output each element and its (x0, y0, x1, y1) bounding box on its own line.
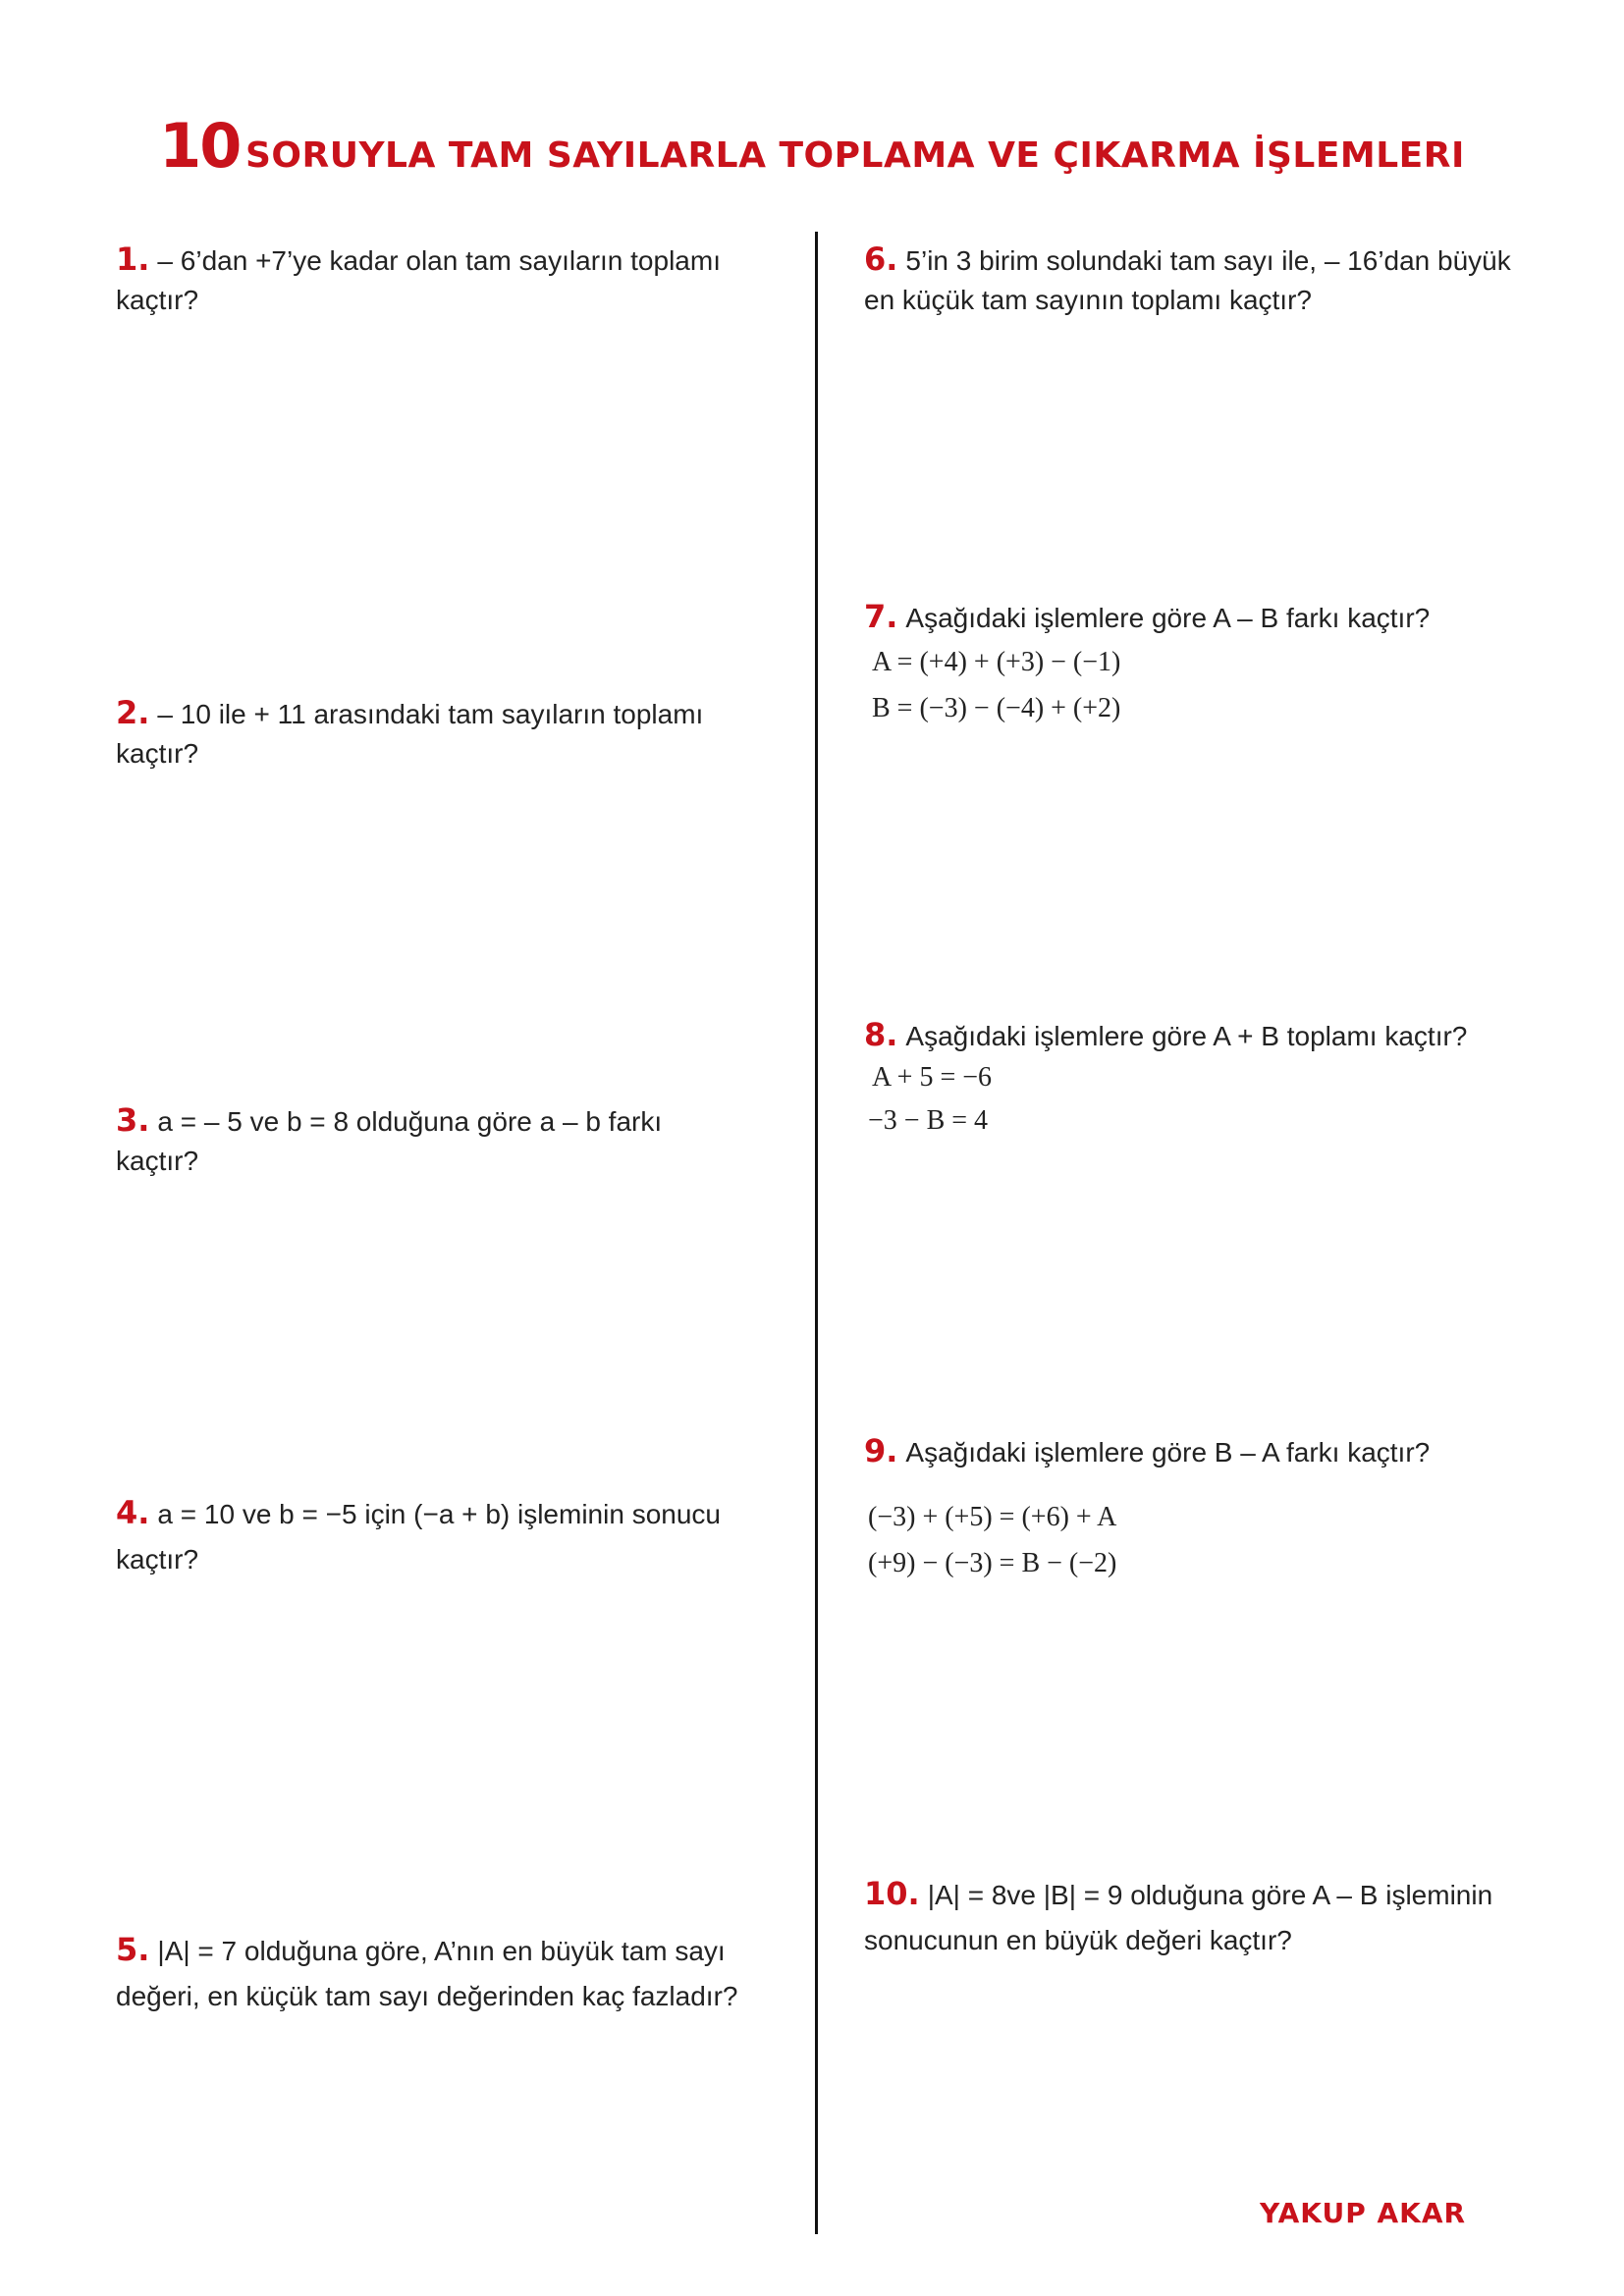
question-number: 4. (116, 1494, 150, 1531)
question-text: – 6’dan +7’ye kadar olan tam sayıların toplamı (157, 245, 721, 276)
question-text: sonucunun en büyük değeri kaçtır? (864, 1925, 1292, 1955)
question-number: 7. (864, 598, 898, 635)
question-text: kaçtır? (116, 285, 199, 315)
question-3 (116, 1100, 662, 1181)
author-signature: YAKUP AKAR (1260, 2197, 1467, 2229)
question-text: a = 10 ve b = −5 için (−a + b) işleminin sonucu (157, 1499, 721, 1529)
question-4 (116, 1490, 721, 1582)
question-text: |A| = 8ve |B| = 9 olduğuna göre A – B işleminin (927, 1880, 1493, 1910)
title-number: 10 (159, 110, 241, 182)
question-text: en küçük tam sayının toplamı kaçtır? (864, 285, 1312, 315)
question-text: 5’in 3 birim solundaki tam sayı ile, – 16’dan büyük (905, 245, 1511, 276)
question-text: kaçtır? (116, 1146, 199, 1176)
question-number: 3. (116, 1101, 150, 1139)
question-8 (864, 1015, 1467, 1056)
equation: B = (−3) − (−4) + (+2) (872, 693, 1121, 723)
question-number: 6. (864, 240, 898, 278)
column-divider (815, 232, 818, 2234)
title-text: SORUYLA TAM SAYILARLA TOPLAMA VE ÇIKARMA İŞLEMLERI (244, 135, 1465, 176)
question-text: Aşağıdaki işlemlere göre A + B toplamı kaçtır? (905, 1021, 1468, 1051)
question-number: 2. (116, 694, 150, 731)
question-text: Aşağıdaki işlemlere göre B – A farkı kaçtır? (905, 1437, 1431, 1468)
question-number: 5. (116, 1931, 150, 1968)
question-text: – 10 ile + 11 arasındaki tam sayıların toplamı (157, 699, 704, 729)
question-number: 9. (864, 1432, 898, 1469)
question-text: a = – 5 ve b = 8 olduğuna göre a – b farkı (157, 1106, 663, 1137)
question-6 (864, 240, 1511, 320)
equation: A = (+4) + (+3) − (−1) (872, 647, 1121, 677)
question-9 (864, 1431, 1430, 1472)
question-5 (116, 1927, 737, 2019)
question-text: değeri, en küçük tam sayı değerinden kaç fazladır? (116, 1981, 738, 2011)
question-text: |A| = 7 olduğuna göre, A’nın en büyük tam sayı (157, 1936, 726, 1966)
question-text: kaçtır? (116, 738, 199, 769)
equation: −3 − B = 4 (868, 1105, 989, 1136)
equation: (+9) − (−3) = B − (−2) (868, 1548, 1117, 1578)
question-text: kaçtır? (116, 1544, 199, 1575)
question-number: 8. (864, 1016, 898, 1053)
question-1 (116, 240, 721, 320)
question-number: 10. (864, 1875, 920, 1912)
question-2 (116, 693, 703, 774)
question-number: 1. (116, 240, 150, 278)
question-10 (864, 1871, 1492, 1963)
equation: A + 5 = −6 (872, 1062, 993, 1093)
equation: (−3) + (+5) = (+6) + A (868, 1502, 1117, 1532)
page-title (0, 110, 1624, 182)
question-text: Aşağıdaki işlemlere göre A – B farkı kaçtır? (905, 603, 1431, 633)
question-7 (864, 597, 1430, 638)
